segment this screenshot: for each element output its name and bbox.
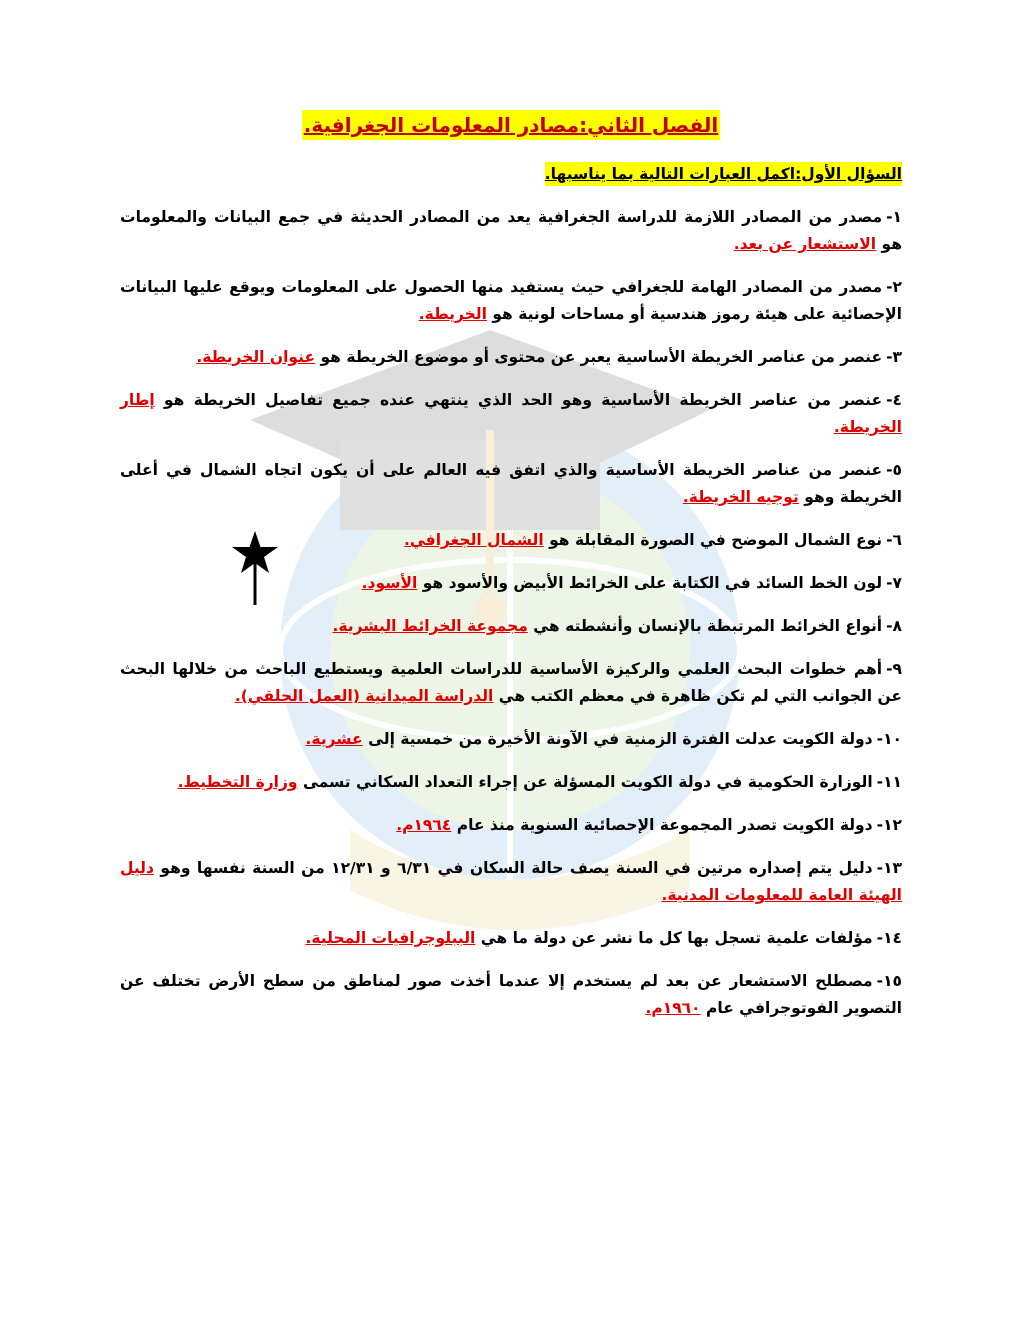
item-answer: الأسود. [361, 574, 418, 592]
item-number: ١٤- [876, 929, 902, 947]
question-item [120, 570, 902, 597]
item-number: ٩- [886, 660, 902, 678]
item-text: عنصر من عناصر الخريطة الأساسية والذي اتفق فيه العالم على أن يكون اتجاه الشمال في أعلى الخريطة وهو [120, 461, 902, 506]
item-answer: الخريطة. [418, 305, 487, 323]
item-number: ٢- [886, 278, 902, 296]
item-text: مصدر من المصادر الهامة للجغرافي حيث يستفيد منها الحصول على المعلومات ويوقع عليها البيانات الإحصائية على هيئة رموز هندسية أو مساحات لونية هو [120, 278, 902, 323]
item-text: الوزارة الحكومية في دولة الكويت المسؤلة عن إجراء التعداد السكاني تسمى [302, 773, 873, 791]
item-answer: الشمال الجغرافي. [403, 531, 544, 549]
item-answer: ١٩٦٠م. [645, 999, 701, 1017]
item-answer: الاستشعار عن بعد. [733, 235, 877, 253]
item-answer: توجيه الخريطة. [682, 488, 799, 506]
item-number: ١١- [876, 773, 902, 791]
item-number: ٨- [886, 617, 902, 635]
item-text: دليل يتم إصداره مرتين في السنة يصف حالة السكان في ٦/٣١ و ١٢/٣١ من السنة نفسها وهو [160, 859, 873, 877]
item-answer: دليل الهيئة العامة للمعلومات المدنية. [120, 859, 902, 904]
question-item [120, 527, 902, 554]
page-title: الفصل الثاني:مصادر المعلومات الجغرافية. [302, 110, 720, 140]
item-text: دولة الكويت عدلت الفترة الزمنية في الآونة الأخيرة من خمسية إلى [368, 730, 873, 748]
question-item [120, 968, 902, 1022]
question-item [120, 274, 902, 328]
question-item [120, 344, 902, 371]
item-number: ١٠- [876, 730, 902, 748]
item-text: أهم خطوات البحث العلمي والركيزة الأساسية للدراسات العلمية ويستطيع الباحث من خلالها البحث عن الجوانب التي لم تكن ظاهرة في معظم الكتب هي [120, 660, 902, 705]
question-item [120, 855, 902, 909]
item-answer: الببلوجرافيات المحلية. [305, 929, 476, 947]
question-item [120, 457, 902, 511]
question-item [120, 769, 902, 796]
item-text: مؤلفات علمية تسجل بها كل ما نشر عن دولة ما هي [480, 929, 873, 947]
item-text: عنصر من عناصر الخريطة الأساسية وهو الحد الذي ينتهي عنده جميع تفاصيل الخريطة هو [163, 391, 883, 409]
item-answer: مجموعة الخرائط البشرية. [332, 617, 528, 635]
item-number: ١٢- [876, 816, 902, 834]
question-item [120, 925, 902, 952]
item-text: أنواع الخرائط المرتبطة بالإنسان وأنشطته هي [533, 617, 883, 635]
item-text: مصدر من المصادر اللازمة للدراسة الجغرافية يعد من المصادر الحديثة في جمع البيانات والمعلومات هو [120, 208, 902, 253]
item-text: نوع الشمال الموضح في الصورة المقابلة هو [549, 531, 883, 549]
item-text: لون الخط السائد في الكتابة على الخرائط الأبيض والأسود هو [422, 574, 883, 592]
item-text: دولة الكويت تصدر المجموعة الإحصائية السنوية منذ عام [456, 816, 873, 834]
question-item [120, 204, 902, 258]
item-number: ٤- [886, 391, 902, 409]
item-text: مصطلح الاستشعار عن بعد لم يستخدم إلا عندما أخذت صور لمناطق من سطح الأرض تختلف عن التصوير الفوتوجرافي عام [120, 972, 902, 1017]
item-number: ٥- [886, 461, 902, 479]
item-number: ٧- [886, 574, 902, 592]
question-heading: السؤال الأول:اكمل العبارات التالية بما يناسبها. [545, 162, 902, 186]
question-item [120, 387, 902, 441]
item-number: ٣- [886, 348, 902, 366]
question-item [120, 726, 902, 753]
question-item [120, 656, 902, 710]
item-number: ١٣- [876, 859, 902, 877]
question-item [120, 812, 902, 839]
item-answer: ١٩٦٤م. [396, 816, 452, 834]
document-page [120, 110, 902, 1038]
item-answer: عشرية. [305, 730, 363, 748]
item-number: ٦- [886, 531, 902, 549]
item-answer: عنوان الخريطة. [196, 348, 316, 366]
item-text: عنصر من عناصر الخريطة الأساسية يعبر عن محتوى أو موضوع الخريطة هو [320, 348, 883, 366]
question-item [120, 613, 902, 640]
item-answer: إطار الخريطة. [120, 391, 902, 436]
item-answer: وزارة التخطيط. [177, 773, 298, 791]
item-answer: الدراسة الميدانية (العمل الحلقي). [234, 687, 494, 705]
question-list [120, 204, 902, 1022]
item-number: ١٥- [876, 972, 902, 990]
item-number: ١- [886, 208, 902, 226]
